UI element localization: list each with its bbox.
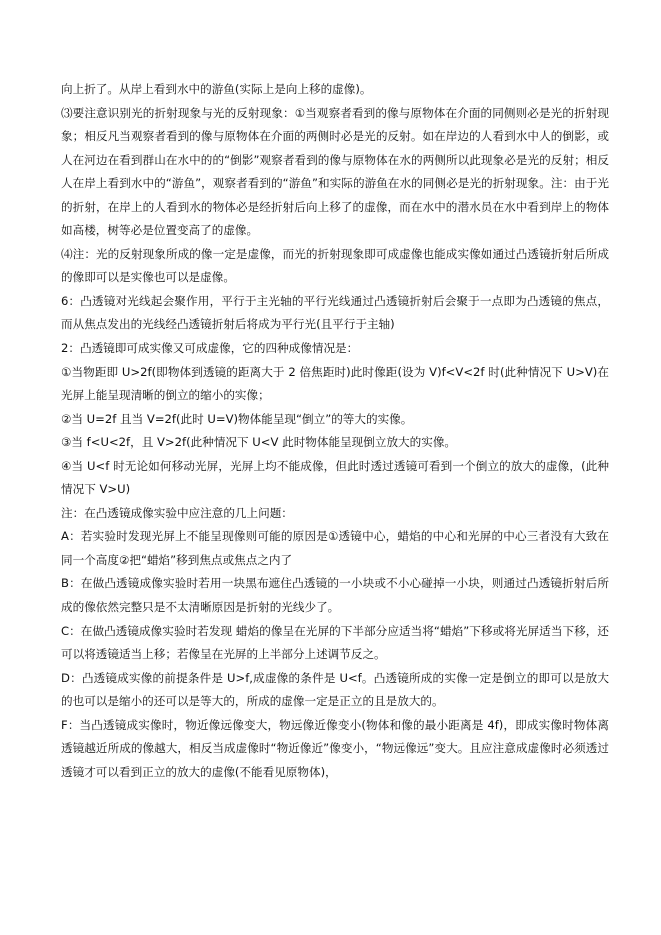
paragraph-9: ④当 U<f 时无论如何移动光屏，光屏上均不能成像，但此时透过透镜可看到一个倒立的放大的虚像，(此种情况下 V>U) [61,458,609,497]
document-body [61,78,609,784]
paragraph-4: 6：凸透镜对光线起会聚作用，平行于主光轴的平行光线通过凸透镜折射后会聚于一点即为凸透镜的焦点，而从焦点发出的光线经凸透镜折射后将成为平行光(且平行于主轴) [61,293,609,332]
paragraph-11: A：若实验时发现光屏上不能呈现像则可能的原因是①透镜中心，蜡焰的中心和光屏的中心三者没有大致在同一个高度②把“蜡焰”移到焦点或焦点之内了 [61,529,609,567]
paragraph-8: ③当 f<U<2f，且 V>2f(此种情况下 U<V 此时物体能呈现倒立放大的实像。 [61,435,457,450]
paragraph-5: 2：凸透镜即可成实像又可成虚像，它的四种成像情况是： [61,341,359,356]
paragraph-6: ①当物距即 U>2f(即物体到透镜的距离大于 2 倍焦距时)此时像距(设为 V)f<V<2f 时(此种情况下 U>V)在光屏上能呈现清晰的倒立的缩小的实像； [61,364,609,403]
paragraph-12: B：在做凸透镜成像实验时若用一块黑布遮住凸透镜的一小块或不小心碰掉一小块，则通过凸透镜折射后所成的像依然完整只是不太清晰原因是折射的光线少了。 [61,576,609,615]
paragraph-1: 向上折了。从岸上看到水中的游鱼(实际上是向上移的虚像)。 [61,82,372,96]
paragraph-3: ⑷注：光的反射现象所成的像一定是虚像，而光的折射现象即可成虚像也能成实像如通过凸透镜折射后所成的像即可以是实像也可以是虚像。 [61,246,609,285]
paragraph-13: C：在做凸透镜成像实验时若发现 蜡焰的像呈在光屏的下半部分应适当将“蜡焰”下移或将光屏适当下移，还可以将透镜适当上移；若像呈在光屏的上半部分上述调节反之。 [61,623,609,662]
paragraph-15: F：当凸透镜成实像时，物近像远像变大，物远像近像变小(物体和像的最小距离是 4f)，即成实像时物体离透镜越近所成的像越大，相反当成虚像时“物近像近”像变小，“物远像远”变大。且应注意成虚像时必须透过透镜才可以看到正立的放大的虚像(不能看见原物体)， [61,717,609,779]
paragraph-7: ②当 U=2f 且当 V=2f(此时 U=V)物体能呈现“倒立”的等大的实像。 [61,411,413,426]
paragraph-2: ⑶要注意识别光的折射现象与光的反射现象：①当观察者看到的像与原物体在介面的同侧则必是光的折射现象；相反凡当观察者看到的像与原物体在介面的两侧时必是光的反射。如在岸边的人看到水中人的倒影，或人在河边在看到群山在水中的的“倒影”观察者看到的像与原物体在水的两侧所以此现象必是光的反射；相反人在岸上看到水中的“游鱼”，观察者看到的“游鱼”和实际的游鱼在水的同侧必是光的折射现象。注：由于光的折射，在岸上的人看到水的物体必是经折射后向上移了的虚像，而在水中的潜水员在水中看到岸上的物体如高楼，树等必是位置变高了的虚像。 [61,105,609,238]
paragraph-14: D：凸透镜成实像的前提条件是 U>f,成虚像的条件是 U<f。凸透镜所成的实像一定是倒立的即可以是放大的也可以是缩小的还可以是等大的，所成的虚像一定是正立的且是放大的。 [61,670,609,709]
paragraph-10: 注：在凸透镜成像实验中应注意的几上问题： [61,505,293,520]
